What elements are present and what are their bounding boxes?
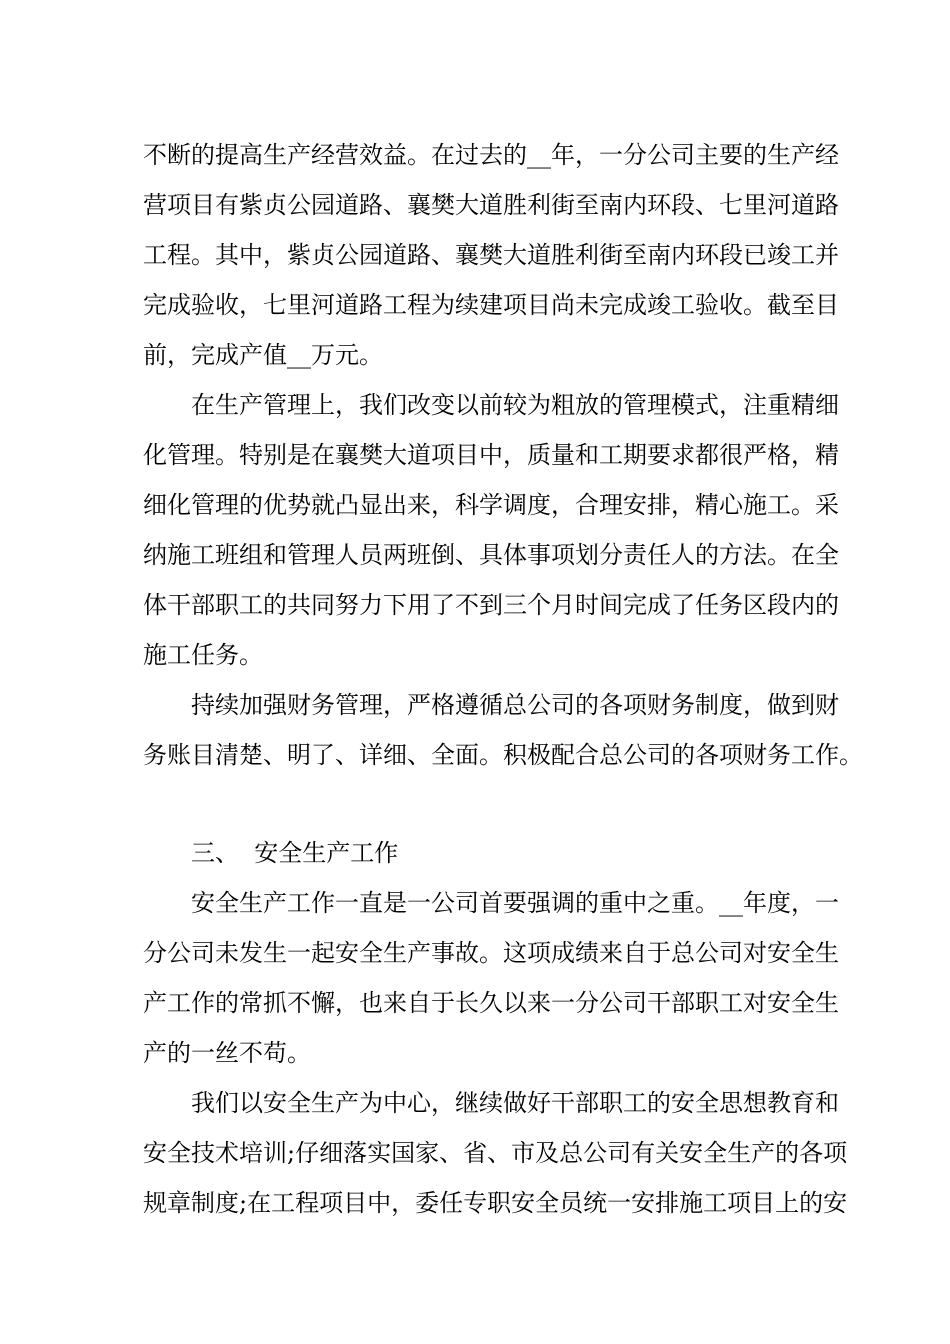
text-line: 工程。其中，紫贞公园道路、襄樊大道胜利街至南内环段已竣工并 — [143, 241, 839, 269]
text-line: 营项目有紫贞公园道路、襄樊大道胜利街至南内环段、七里河道路 — [143, 191, 839, 219]
text-line: 完成验收，七里河道路工程为续建项目尚未完成竣工验收。截至目 — [143, 291, 839, 319]
paragraph-start-line: 安全生产工作一直是一公司首要强调的重中之重。__年度，一 — [191, 889, 839, 917]
text-line: 不断的提高生产经营效益。在过去的__年，一分公司主要的生产经 — [143, 141, 839, 169]
text-line: 产工作的常抓不懈，也来自于长久以来一分公司干部职工对安全生 — [143, 989, 839, 1017]
text-line: 产的一丝不苟。 — [143, 1039, 311, 1067]
text-line: 纳施工班组和管理人员两班倒、具体事项划分责任人的方法。在全 — [143, 541, 839, 569]
paragraph-start-line: 持续加强财务管理，严格遵循总公司的各项财务制度，做到财 — [191, 691, 839, 719]
text-line: 安全技术培训;仔细落实国家、省、市及总公司有关安全生产的各项 — [143, 1139, 848, 1167]
text-line: 体干部职工的共同努力下用了不到三个月时间完成了任务区段内的 — [143, 591, 839, 619]
text-line: 分公司未发生一起安全生产事故。这项成绩来自于总公司对安全生 — [143, 939, 839, 967]
text-line: 化管理。特别是在襄樊大道项目中，质量和工期要求都很严格，精 — [143, 441, 839, 469]
text-line: 务账目清楚、明了、详细、全面。积极配合总公司的各项财务工作。 — [143, 741, 863, 769]
text-line: 施工任务。 — [143, 641, 263, 669]
paragraph-start-line: 在生产管理上，我们改变以前较为粗放的管理模式，注重精细 — [191, 391, 839, 419]
paragraph-start-line: 我们以安全生产为中心，继续做好干部职工的安全思想教育和 — [191, 1089, 839, 1117]
text-line: 前，完成产值__万元。 — [143, 341, 383, 369]
section-heading: 三、 安全生产工作 — [191, 839, 399, 867]
text-line: 规章制度;在工程项目中，委任专职安全员统一安排施工项目上的安 — [143, 1189, 848, 1217]
text-line: 细化管理的优势就凸显出来，科学调度，合理安排，精心施工。采 — [143, 491, 839, 519]
